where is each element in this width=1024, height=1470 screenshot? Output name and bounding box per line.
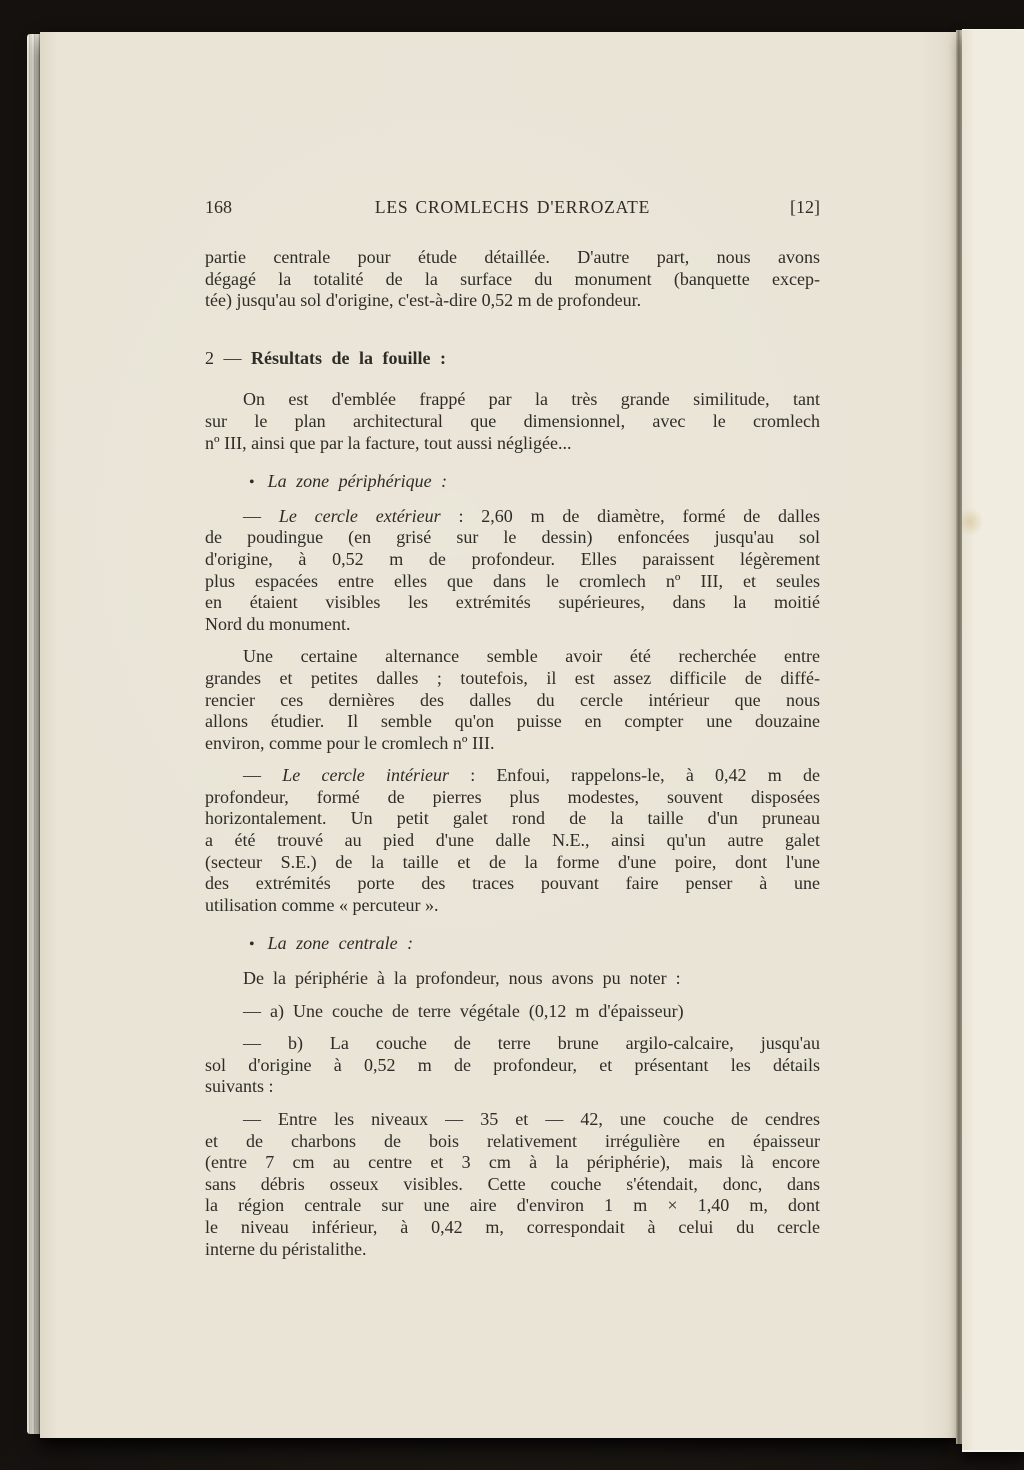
text-line: des extrémités porte des traces pouvant faire penser à une: [205, 873, 820, 894]
body-paragraph: [205, 389, 820, 454]
text-line: sans débris osseux visibles. Cette couche s'étendait, donc, dans: [205, 1173, 820, 1194]
text-segment: Le cercle extérieur: [278, 505, 441, 526]
text-line: De la périphérie à la profondeur, nous avons pu noter :: [243, 968, 681, 989]
body-paragraph: [205, 646, 820, 754]
text-line: — b) La couche de terre brune argilo-calcaire, jusqu'au: [243, 1033, 820, 1054]
text-line: plus espacées entre elles que dans le cromlech nº III, et seules: [205, 570, 820, 591]
text-line: profondeur, formé de pierres plus modestes, souvent disposées: [205, 786, 820, 807]
text-line: horizontalement. Un petit galet rond de la taille d'un pruneau: [205, 808, 820, 829]
text-line: dégagé la totalité de la surface du monument (banquette excep-: [205, 268, 820, 289]
text-column: [205, 197, 820, 1260]
text-line: sur le plan architectural que dimensionnel, avec le cromlech: [205, 410, 820, 431]
text-line: utilisation comme « percuteur ».: [205, 894, 439, 915]
text-segment: 2 —: [205, 347, 251, 368]
bullet-item: [205, 933, 820, 956]
text-segment: La zone périphérique :: [267, 471, 448, 492]
body-paragraph: [205, 1001, 820, 1023]
text-line: la région centrale sur une aire d'environ 1 m × 1,40 m, dont: [205, 1195, 820, 1216]
text-line: et de charbons de bois relativement irrégulière en épaisseur: [205, 1130, 820, 1151]
text-segment: Le cercle intérieur: [282, 765, 449, 786]
text-line: Une certaine alternance semble avoir été recherchée entre: [243, 646, 820, 667]
body-paragraph: [205, 765, 820, 916]
section-heading: [205, 348, 820, 370]
text-line: interne du péristalithe.: [205, 1238, 367, 1259]
body-paragraph: [205, 968, 820, 990]
text-segment: : 2,60 m de diamètre, formé de dalles: [440, 505, 821, 526]
text-segment: —: [243, 505, 279, 526]
text-line: [205, 506, 820, 528]
text-line: suivants :: [205, 1076, 274, 1097]
text-line: allons étudier. Il semble qu'on puisse en compter une douzaine: [205, 711, 820, 732]
text-segment: : Enfoui, rappelons-le, à 0,42 m de: [448, 765, 821, 786]
page-number: 168: [205, 197, 232, 217]
text-segment: La zone centrale :: [267, 933, 414, 954]
text-line: a été trouvé au pied d'une dalle N.E., ainsi qu'un autre galet: [205, 830, 820, 851]
text-line: — Entre les niveaux — 35 et — 42, une couche de cendres: [243, 1109, 820, 1129]
text-line: rencier ces dernières des dalles du cercle intérieur que nous: [205, 689, 820, 710]
text-line: le niveau inférieur, à 0,42 m, correspondait à celui du cercle: [205, 1216, 820, 1237]
text-line: tée) jusqu'au sol d'origine, c'est-à-dire 0,52 m de profondeur.: [205, 290, 642, 311]
text-line: de poudingue (en grisé sur le dessin) enfoncées jusqu'au sol: [205, 527, 820, 548]
text-segment: —: [243, 765, 283, 786]
bullet-icon: •: [249, 936, 255, 954]
text-line: Nord du monument.: [205, 613, 351, 634]
body-paragraph: [205, 247, 820, 312]
book-page: [40, 32, 957, 1438]
body-paragraph: [205, 1109, 820, 1260]
text-line: en étaient visibles les extrémités supérieures, dans la moitié: [205, 592, 820, 613]
text-line: grandes et petites dalles ; toutefois, il est assez difficile de diffé-: [205, 667, 820, 688]
text-line: environ, comme pour le cromlech nº III.: [205, 732, 495, 753]
page-stack-edges: [27, 34, 41, 1434]
bullet-icon: •: [249, 474, 255, 492]
text-line: (entre 7 cm au centre et 3 cm à la périphérie), mais là encore: [205, 1152, 820, 1173]
text-line: d'origine, à 0,52 m de profondeur. Elles paraissent légèrement: [205, 548, 820, 569]
body-paragraph: [205, 506, 820, 636]
next-page-edge: [962, 29, 1024, 1452]
text-segment: Résultats de la fouille :: [251, 347, 446, 368]
text-line: (secteur S.E.) de la taille et de la forme d'une poire, dont l'une: [205, 851, 820, 872]
text-line: — a) Une couche de terre végétale (0,12 m d'épaisseur): [243, 1000, 684, 1021]
bullet-item: [205, 471, 820, 494]
bracket-number: [12]: [790, 197, 820, 217]
text-line: partie centrale pour étude détaillée. D'autre part, nous avons: [205, 247, 820, 267]
running-title: LES CROMLECHS D'ERROZATE: [374, 197, 651, 217]
text-line: [205, 765, 820, 787]
text-line: nº III, ainsi que par la facture, tout aussi négligée...: [205, 432, 572, 453]
text-line: On est d'emblée frappé par la très grande similitude, tant: [243, 389, 820, 410]
page-header: [205, 197, 820, 219]
text-line: sol d'origine à 0,52 m de profondeur, et présentant les détails: [205, 1054, 820, 1075]
body-paragraph: [205, 1033, 820, 1098]
